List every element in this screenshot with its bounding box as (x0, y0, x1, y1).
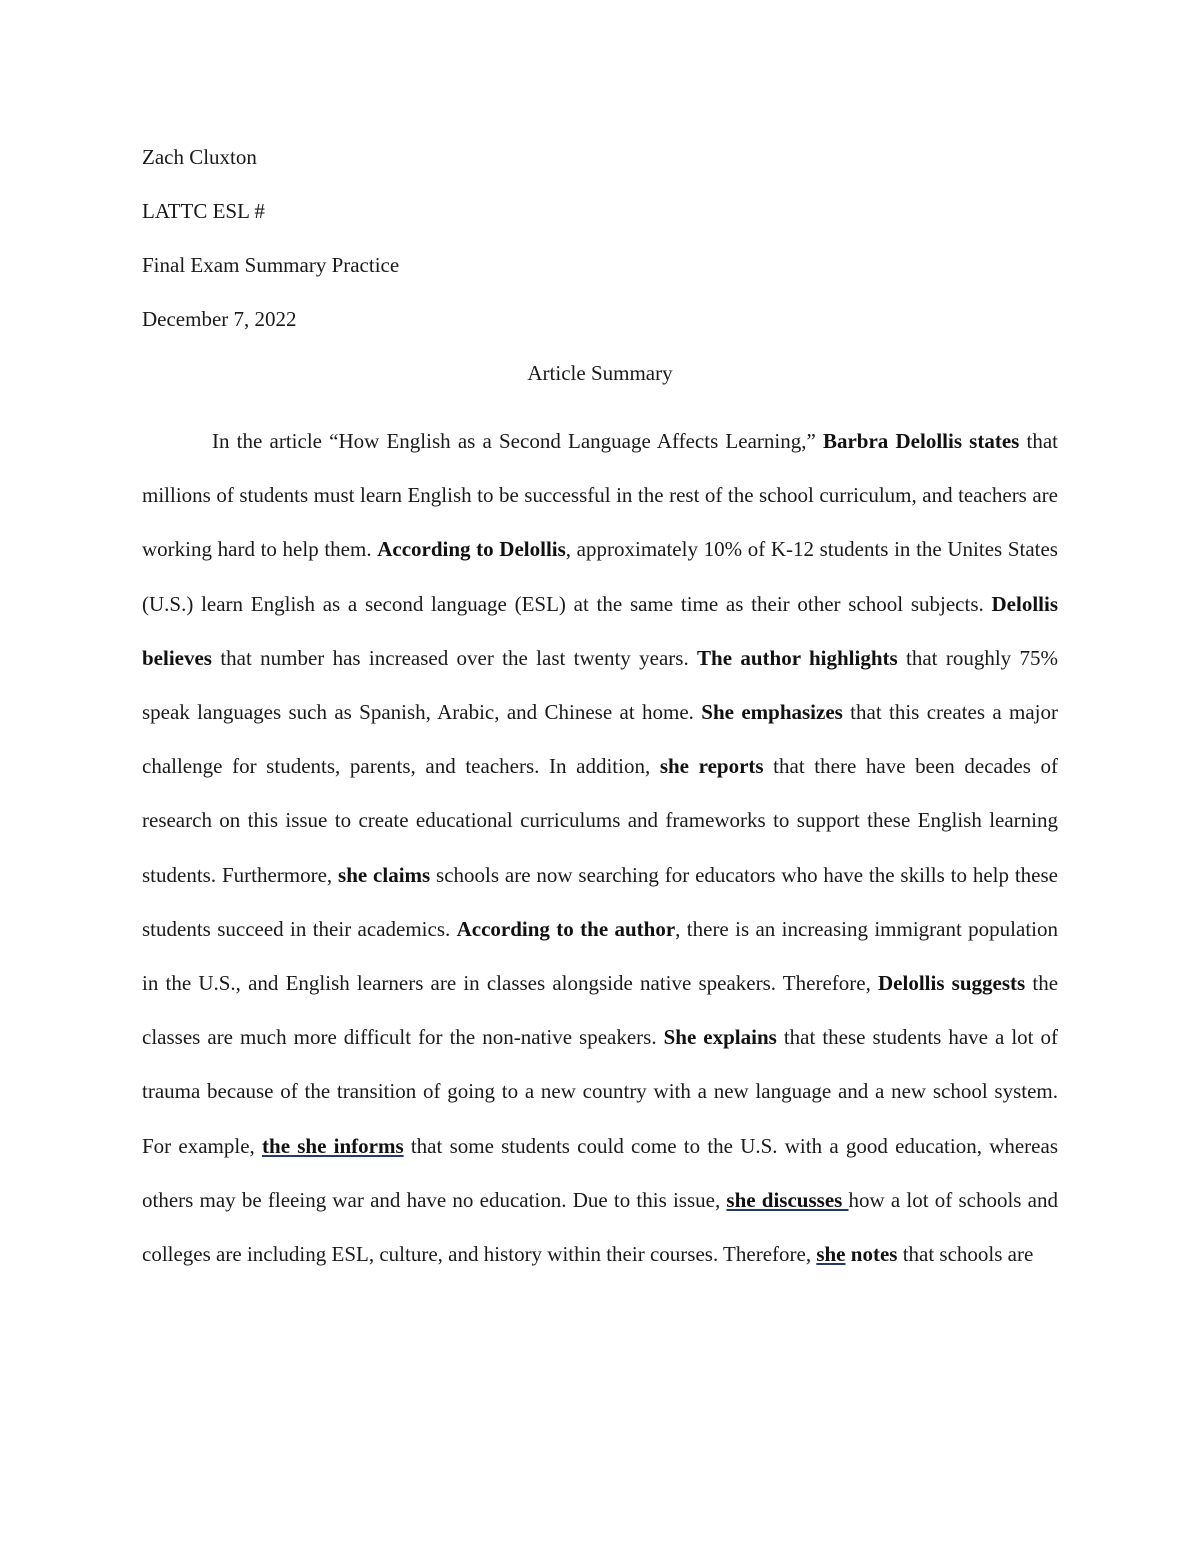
document-title: Article Summary (527, 361, 673, 385)
text-run: that some students could come to the U.S. with a good education, whereas others may be fleeing war and have no education. Due to this issue, (142, 1133, 1058, 1212)
reporting-phrase: the she informs (262, 1133, 404, 1158)
reporting-phrase: Barbra Delollis states (822, 429, 1020, 453)
reporting-phrase: Delollis suggests (878, 971, 1026, 996)
text-run: the classes are much more difficult for the non-native speakers. (142, 971, 1059, 1050)
text-run: In the article “How English as a Second Language Affects Learning,” (212, 429, 823, 453)
text-run: that millions of students must learn English to be successful in the rest of the school curriculum, and teachers are working hard to help them. (142, 429, 1058, 562)
reporting-phrase: she reports (659, 754, 764, 779)
reporting-phrase: The author highlights (697, 645, 898, 670)
text-run: that there have been decades of research on this issue to create educational curriculums and frameworks to support these English learning students. Furthermore, (142, 754, 1058, 887)
reporting-phrase: She explains (663, 1025, 777, 1050)
date-line: December 7, 2022 (142, 307, 297, 331)
reporting-phrase: she discusses (726, 1187, 849, 1212)
reporting-phrase: she (816, 1242, 846, 1267)
summary-paragraph (142, 414, 1058, 1281)
reporting-phrase: she claims (338, 862, 431, 887)
reporting-phrase: Delollis believes (142, 591, 1058, 670)
text-run: , there is an increasing immigrant population in the U.S., and English learners are in classes alongside native speakers. Therefore, (142, 916, 1058, 996)
reporting-phrase: According to Delollis (377, 537, 566, 562)
text-run: , approximately 10% of K-12 students in the Unites States (U.S.) learn English as a second language (ESL) at the same time as their other school subjects. (142, 537, 1058, 616)
reporting-phrase: According to the author (456, 916, 676, 941)
text-run: how a lot of schools and colleges are including ESL, culture, and history within their courses. Therefore, (142, 1187, 1058, 1267)
text-run: that roughly 75% speak languages such as Spanish, Arabic, and Chinese at home. (142, 645, 1058, 725)
text-run: that number has increased over the last twenty years. (211, 645, 698, 670)
reporting-phrase: She emphasizes (701, 700, 843, 725)
reporting-phrase: notes (850, 1242, 898, 1267)
text-run: that this creates a major challenge for students, parents, and teachers. In addition, (142, 700, 1058, 779)
text-run: schools are now searching for educators who have the skills to help these students succeed in their academics. (142, 862, 1058, 941)
assignment-line: Final Exam Summary Practice (142, 253, 400, 277)
text-run: that schools are (897, 1242, 1034, 1267)
text-run: that these students have a lot of trauma because of the transition of going to a new country with a new language and a new school system. For example, (142, 1025, 1058, 1158)
student-name: Zach Cluxton (142, 145, 257, 169)
course-line: LATTC ESL # (142, 199, 265, 223)
